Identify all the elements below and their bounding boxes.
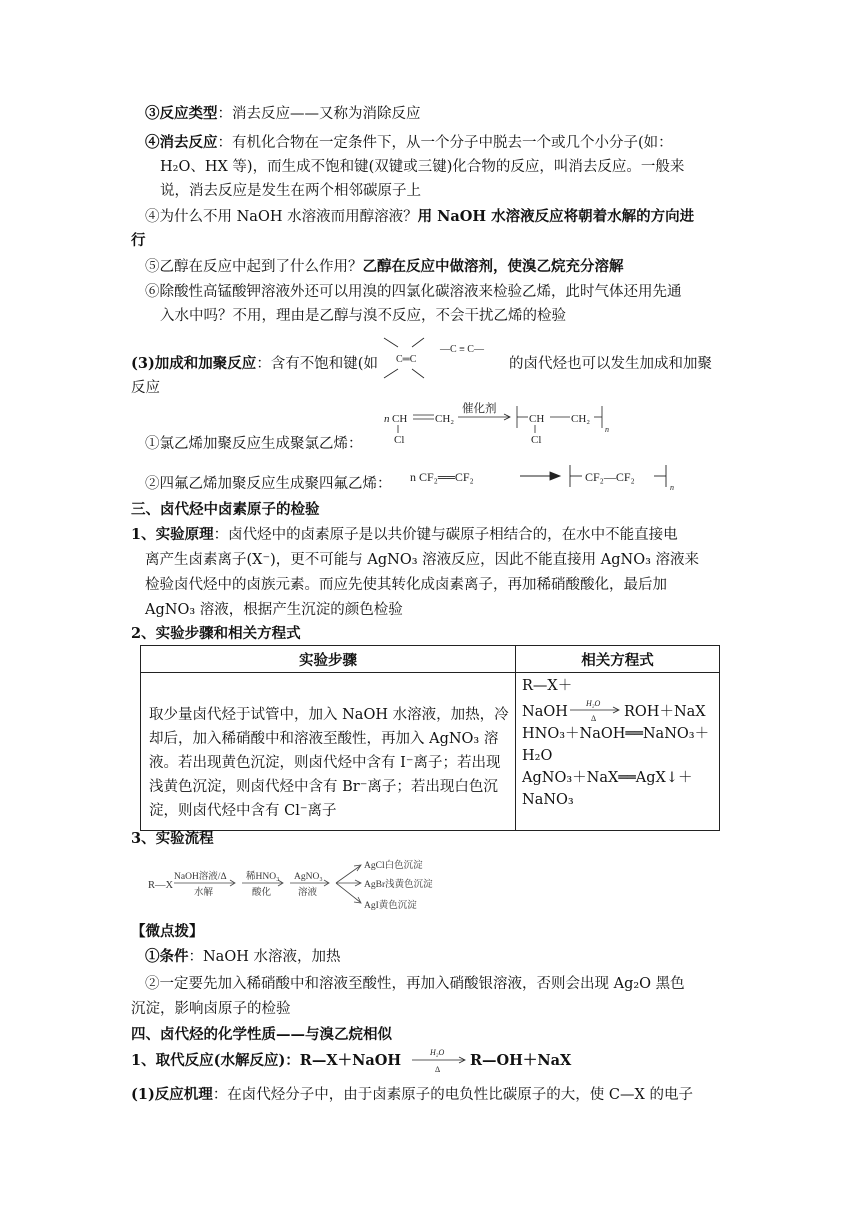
experiment-table — [140, 645, 720, 831]
section-4-heading: 四、卤代烃的化学性质——与溴乙烷相似 — [131, 1026, 392, 1043]
tip-line-3: 沉淀，影响卤原子的检验 — [131, 1001, 291, 1017]
addition-text-c: 反应 — [131, 380, 160, 396]
tip-line-2: ②一定要先加入稀硝酸中和溶液至酸性，再加入硝酸银溶液，否则会出现 Ag₂O 黑色 — [145, 976, 685, 992]
eq3-line-b: NaNO₃ — [522, 792, 574, 808]
principle-label: 1、实验原理 — [131, 526, 214, 543]
ptfe-right: CF₂—CF₂ — [585, 470, 635, 484]
flow-heading: 3、实验流程 — [131, 830, 214, 847]
eq2-line-b: H₂O — [522, 748, 553, 764]
mechanism-line — [131, 1085, 693, 1105]
double-bond-text: C═C — [396, 354, 417, 365]
col-equations-header: 相关方程式 — [516, 646, 720, 673]
tip-condition-label: ①条件 — [145, 948, 189, 965]
steps-heading: 2、实验步骤和相关方程式 — [131, 625, 301, 642]
reaction-type-label: ③反应类型 — [145, 105, 218, 122]
question-text-2: ⑤乙醇在反应中起到了什么作用？ — [145, 259, 363, 275]
eq1-line-b — [522, 697, 713, 723]
reaction-type-text: ：消去反应——又称为消除反应 — [217, 106, 421, 122]
equations-cell — [516, 673, 720, 831]
steps-cell: 取少量卤代烃于试管中，加入 NaOH 水溶液，加热，冷却后，加入稀硝酸中和溶液至酸性，再加入 AgNO₃ 溶液。若出现黄色沉淀，则卤代烃中含有 I⁻离子；若出现浅黄色沉淀，则卤代烃中含有 Br⁻离子；若出现白色沉淀，则卤代烃中含有 Cl⁻离子 — [141, 673, 516, 831]
principle-text: ：卤代烃中的卤素原子是以共价键与碳原子相结合的，在水中不能直接电 — [213, 527, 678, 543]
hydrolysis-product: R—OH＋NaX — [470, 1052, 572, 1069]
eq1-top: H₂O — [586, 699, 601, 708]
bromine-test-line: ⑥除酸性高锰酸钾溶液外还可以用溴的四氯化碳溶液来检验乙烯，此时气体还用先通 — [145, 284, 682, 300]
eq2-line: HNO₃＋NaOH══NaNO₃＋ — [522, 726, 710, 742]
unsaturated-bond-figure — [376, 334, 504, 384]
poly-ch2-text: CH₂ — [571, 413, 591, 425]
question-ethanol — [145, 257, 624, 277]
eq1-product: ROH＋NaX — [624, 704, 706, 720]
sub-n: n — [605, 425, 609, 434]
hydrolysis-top: H₂O — [430, 1048, 445, 1057]
elimination-line-2: H₂O、HX 等)，而生成不饱和键(双键或三键)化合物的反应，叫消去反应。一般来 — [160, 159, 685, 175]
answer-cont: 行 — [131, 232, 146, 249]
pvc-label: ①氯乙烯加聚反应生成聚氯乙烯： — [145, 436, 363, 452]
addition-label: (3)加成和加聚反应 — [131, 355, 257, 372]
ch2-text: CH₂ — [435, 413, 455, 425]
eq1-line-a: R—X＋ — [522, 678, 573, 694]
pvc-equation — [380, 396, 620, 448]
flow-s2-top: 稀HNO₃ — [246, 872, 280, 882]
elimination-label: ④消去反应 — [145, 134, 218, 151]
flow-diagram — [146, 852, 466, 918]
elimination-def-line — [145, 133, 673, 153]
flow-rx: R—X — [148, 880, 174, 891]
flow-s1-bot: 水解 — [194, 888, 214, 898]
col-steps-header: 实验步骤 — [141, 646, 516, 673]
mechanism-label: (1)反应机理 — [131, 1086, 213, 1103]
ptfe-equation — [408, 460, 690, 494]
cl-text: Cl — [394, 434, 405, 446]
principle-line — [131, 525, 678, 545]
mechanism-text: ：在卤代烃分子中，由于卤素原子的电负性比碳原子的大，使 C—X 的电子 — [212, 1087, 693, 1103]
tip-title: 【微点拨】 — [131, 923, 204, 940]
hydrolysis-bot: Δ — [435, 1065, 441, 1074]
addition-text-a: ：含有不饱和键(如 — [256, 356, 378, 372]
question-naoh — [145, 207, 694, 227]
flow-agi: AgI黄色沉淀 — [364, 901, 417, 911]
flow-s3-top: AgNO₃ — [294, 872, 323, 882]
ptfe-left: n CF₂══CF₂ — [410, 470, 474, 484]
tip-condition — [145, 947, 340, 967]
hydrolysis-line — [131, 1051, 401, 1071]
ch-text: CH — [392, 413, 408, 425]
poly-cl-text: Cl — [531, 434, 542, 446]
question-text: ④为什么不用 NaOH 水溶液而用醇溶液？ — [145, 209, 418, 225]
ptfe-label: ②四氟乙烯加聚反应生成聚四氟乙烯： — [145, 476, 392, 492]
section-3-heading: 三、卤代烃中卤素原子的检验 — [131, 501, 320, 518]
eq1-bot: Δ — [591, 714, 597, 723]
flow-s3-bot: 溶液 — [298, 888, 318, 898]
answer-text-2: 乙醇在反应中做溶剂，使溴乙烷充分溶解 — [362, 258, 624, 275]
hydrolysis-label: 1、取代反应(水解反应)：R—X＋NaOH — [131, 1052, 402, 1069]
addition-line — [131, 354, 378, 374]
triple-bond-text: —C ≡ C— — [440, 344, 484, 355]
poly-ch-text: CH — [529, 413, 545, 425]
ptfe-sub-n: n — [670, 483, 674, 492]
eq1-arrow — [568, 697, 622, 723]
reaction-type-line — [145, 104, 421, 124]
eq1-naoh: NaOH — [522, 704, 568, 720]
flow-agcl: AgCl白色沉淀 — [364, 861, 423, 871]
flow-s2-bot: 酸化 — [252, 888, 272, 898]
flow-s1-top: NaOH溶液/Δ — [174, 872, 227, 882]
principle-line-2: 离产生卤素离子(X⁻)，更不可能与 AgNO₃ 溶液反应，因此不能直接用 AgNO₃ 溶液来 — [145, 552, 700, 568]
catalyst-text: 催化剂 — [462, 403, 497, 415]
tip-condition-text: ：NaOH 水溶液，加热 — [188, 949, 341, 965]
n-coef: n — [384, 413, 390, 425]
hydrolysis-arrow — [410, 1046, 468, 1076]
bromine-test-line-2: 入水中吗？不用，理由是乙醇与溴不反应，不会干扰乙烯的检验 — [160, 308, 566, 324]
addition-text-b: 的卤代烃也可以发生加成和加聚 — [509, 356, 712, 372]
eq3-line: AgNO₃＋NaX══AgX↓＋ — [522, 770, 693, 786]
elimination-line-3: 说，消去反应是发生在两个相邻碳原子上 — [160, 183, 421, 199]
principle-line-3: 检验卤代烃中的卤族元素。而应先使其转化成卤素离子，再加稀硝酸酸化，最后加 — [145, 577, 667, 593]
answer-text: 用 NaOH 水溶液反应将朝着水解的方向进 — [417, 208, 695, 225]
flow-agbr: AgBr浅黄色沉淀 — [364, 880, 433, 890]
principle-line-4: AgNO₃ 溶液，根据产生沉淀的颜色检验 — [145, 602, 403, 618]
elimination-text: ：有机化合物在一定条件下，从一个分子中脱去一个或几个小分子(如： — [217, 135, 673, 151]
